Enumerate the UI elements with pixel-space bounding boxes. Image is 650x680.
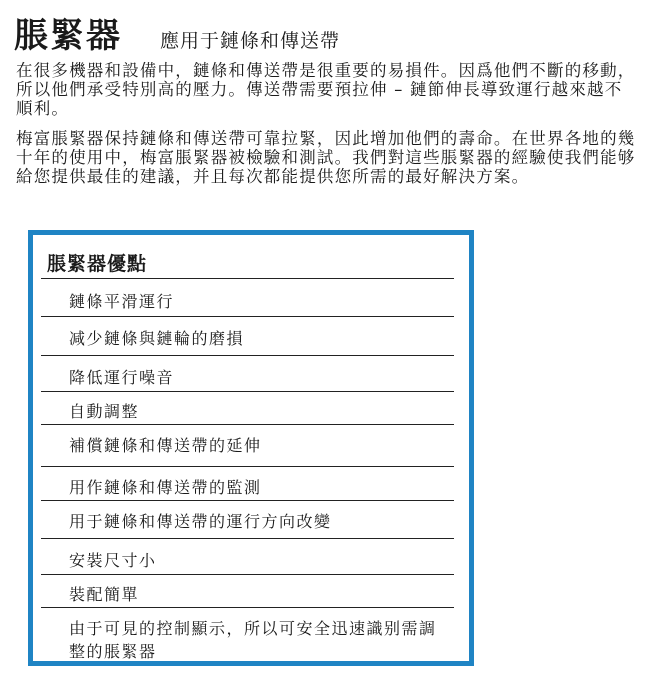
advantage-item-9: 裝配簡單 [69, 585, 140, 604]
divider [41, 278, 454, 279]
advantage-item-5: 補償鏈條和傳送帶的延伸 [69, 436, 262, 455]
divider [41, 574, 454, 575]
divider [41, 355, 454, 356]
divider [41, 391, 454, 392]
intro-paragraph-2: 梅富脹緊器保持鏈條和傳送帶可靠拉緊，因此增加他們的壽命。在世界各地的幾十年的使用中，梅富脹緊器被檢驗和測試。我們對這些脹緊器的經驗使我們能够給您提供最佳的建議，并且每次都能提供您所需的最好解決方案。 [16, 129, 636, 186]
advantage-item-6: 用作鏈條和傳送帶的監測 [69, 478, 262, 497]
divider [41, 466, 454, 467]
advantages-heading: 脹緊器優點 [47, 253, 148, 275]
header [14, 8, 340, 57]
divider [41, 424, 454, 425]
divider [41, 316, 454, 317]
advantages-box [28, 230, 474, 666]
advantage-item-7: 用于鏈條和傳送帶的運行方向改變 [69, 512, 332, 531]
divider [41, 500, 454, 501]
advantage-item-1: 鏈條平滑運行 [69, 292, 175, 311]
advantage-item-8: 安裝尺寸小 [69, 551, 157, 570]
advantage-item-2: 减少鏈條與鏈輪的磨損 [69, 329, 245, 348]
page-subtitle: 應用于鏈條和傳送帶 [160, 30, 341, 52]
divider [41, 607, 454, 608]
intro-paragraph-1: 在很多機器和設備中，鏈條和傳送帶是很重要的易損件。因爲他們不斷的移動，所以他們承受特別高的壓力。傳送帶需要預拉伸 – 鏈節伸長導致運行越來越不順利。 [16, 61, 636, 118]
page-title: 脹緊器 [14, 16, 122, 56]
advantage-item-3: 降低運行噪音 [69, 368, 175, 387]
advantage-item-10: 由于可見的控制顯示，所以可安全迅速識别需調整的脹緊器 [69, 619, 437, 661]
advantage-item-4: 自動調整 [69, 402, 140, 421]
divider [41, 538, 454, 539]
